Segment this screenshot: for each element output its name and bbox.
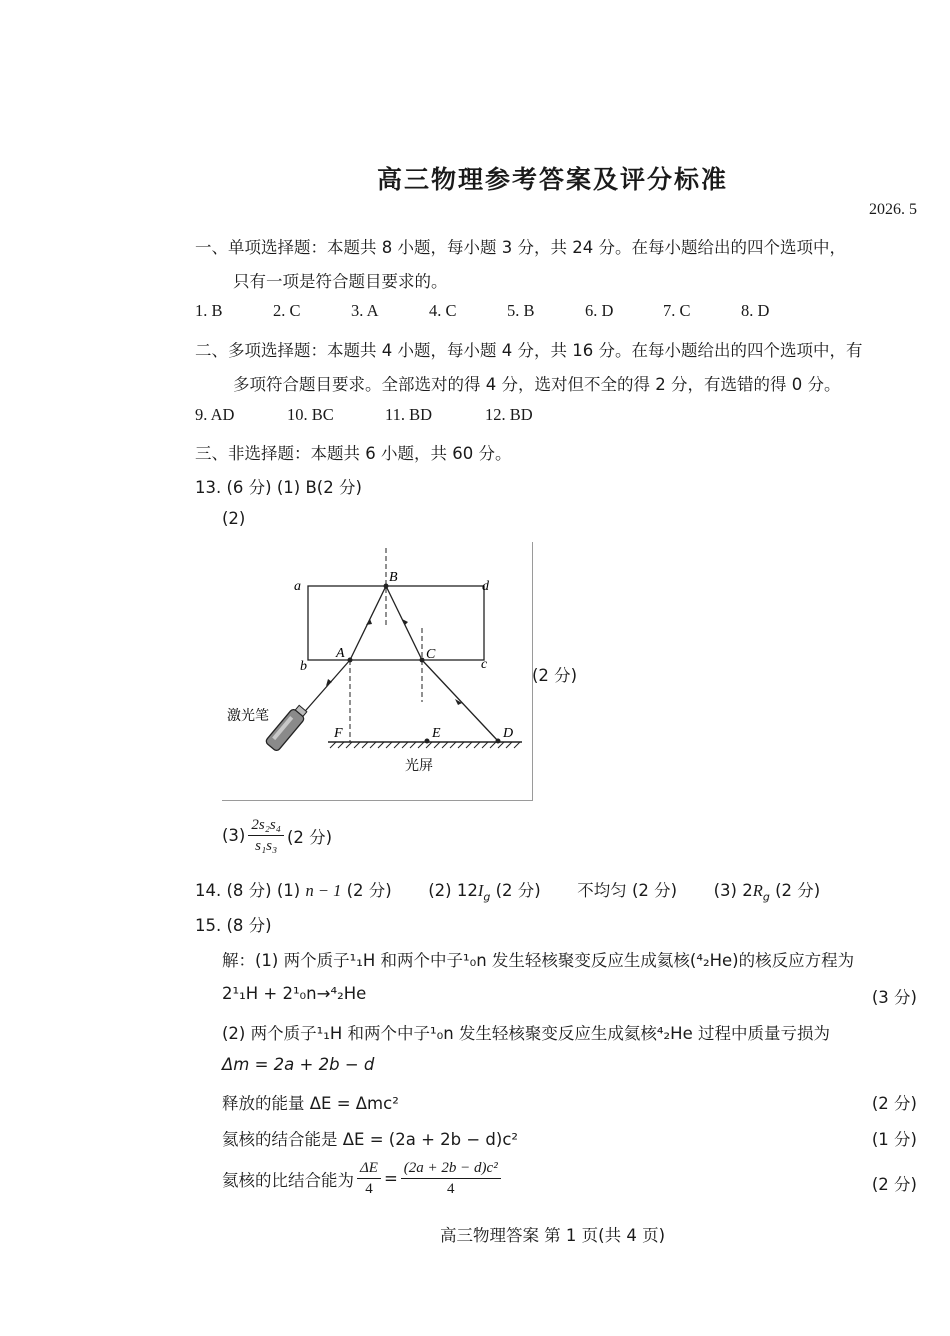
q15-binding-energy: 氦核的结合能是 ΔE = (2a + 2b − d)c² xyxy=(222,1130,519,1149)
q14-part3-score: (2 分) xyxy=(775,881,821,900)
q14-Rg: R xyxy=(752,881,763,900)
q15-specific-binding-score: (2 分) xyxy=(871,1175,917,1194)
q15-energy-score: (2 分) xyxy=(871,1094,917,1113)
label-c: c xyxy=(481,657,488,672)
label-a: a xyxy=(294,579,301,594)
arrow-head xyxy=(326,679,332,686)
answer-item: 11. BD xyxy=(385,405,433,424)
fraction-numerator: ΔE xyxy=(357,1158,381,1179)
figure-score: (2 分) xyxy=(532,666,578,685)
q14-Ig-sub: g xyxy=(483,890,491,904)
answer-item: 3. A xyxy=(351,301,379,320)
fraction-deltaE-over-4 xyxy=(357,1158,381,1199)
q15-specific-binding xyxy=(222,1158,504,1199)
fraction-numerator: (2a + 2b − d)c² xyxy=(401,1158,501,1179)
q14-nonuniform: 不均匀 (2 分) xyxy=(577,881,678,900)
section1-heading: 一、单项选择题：本题共 8 小题，每小题 3 分，共 24 分。在每小题给出的四个选项中， xyxy=(195,238,846,257)
q15-line3: (2) 两个质子¹₁H 和两个中子¹₀n 发生轻核聚变反应生成氦核⁴₂He 过程中质量亏损为 xyxy=(222,1024,830,1043)
page-title: 高三物理参考答案及评分标准 xyxy=(376,165,728,194)
specific-binding-label: 氦核的比结合能为 xyxy=(222,1170,354,1190)
part3-fraction xyxy=(248,815,284,856)
q13-part3 xyxy=(222,815,332,856)
label-D: D xyxy=(503,726,514,741)
label-E: E xyxy=(432,726,441,741)
part3-label: (3) xyxy=(222,826,246,845)
answer-item: 2. C xyxy=(273,301,301,320)
answer-item: 4. C xyxy=(429,301,457,320)
label-B: B xyxy=(389,570,398,585)
section1-heading-cont: 只有一项是符合题目要求的。 xyxy=(233,272,448,291)
q14-part1-score: (2 分) xyxy=(346,881,392,900)
q15-equation-score: (3 分) xyxy=(871,988,917,1007)
q15-header: 15. (8 分) xyxy=(195,916,272,935)
part3-score: (2 分) xyxy=(286,827,333,847)
fraction-denominator: 4 xyxy=(365,1181,373,1197)
answer-item: 5. B xyxy=(507,301,535,320)
fraction-denominator: 4 xyxy=(446,1181,455,1197)
label-d: d xyxy=(482,579,489,594)
q15-line1: 解：(1) 两个质子¹₁H 和两个中子¹₀n 发生轻核聚变反应生成氦核(⁴₂He)的核反应方程为 xyxy=(222,951,855,970)
optics-diagram xyxy=(222,542,532,800)
answer-item: 9. AD xyxy=(195,405,235,424)
label-laser: 激光笔 xyxy=(227,708,269,724)
ray-laser-A xyxy=(300,660,350,717)
q14-part1-label: 14. (8 分) (1) xyxy=(195,881,301,900)
laser-pen xyxy=(265,703,309,752)
point-B xyxy=(384,584,389,589)
q14-line xyxy=(195,877,820,903)
optics-figure xyxy=(222,542,533,801)
q14-Ig: I xyxy=(477,881,484,900)
q15-mass-defect: Δm = 2a + 2b − d xyxy=(222,1055,375,1074)
q15-binding-energy-score: (1 分) xyxy=(871,1130,917,1149)
section2-heading: 二、多项选择题：本题共 4 小题，每小题 4 分，共 16 分。在每小题给出的四个选项中，有 xyxy=(195,341,863,360)
label-A: A xyxy=(336,646,345,661)
point-C xyxy=(420,658,425,663)
label-C: C xyxy=(426,647,436,662)
answer-item: 12. BD xyxy=(485,405,533,424)
date: 2026. 5 xyxy=(869,201,917,218)
glass-block xyxy=(308,586,484,660)
answer-item: 10. BC xyxy=(287,405,334,424)
q13-part2-label: (2) xyxy=(222,509,246,528)
label-F: F xyxy=(334,726,343,741)
fraction-denominator: s₁s₃ xyxy=(255,838,278,854)
screen-hatching xyxy=(330,742,520,748)
answer-item: 8. D xyxy=(741,301,770,320)
equals-sign: = xyxy=(383,1169,398,1188)
q15-energy: 释放的能量 ΔE = Δmc² xyxy=(222,1094,399,1113)
answer-item: 1. B xyxy=(195,301,223,320)
q15-equation: 2¹₁H + 2¹₀n→⁴₂He xyxy=(222,984,367,1003)
fraction-binding-over-4 xyxy=(401,1158,501,1199)
q14-Rg-sub: g xyxy=(762,890,770,904)
section2-heading-cont: 多项符合题目要求。全部选对的得 4 分，选对但不全的得 2 分，有选错的得 0 分。 xyxy=(233,375,841,394)
section3-heading: 三、非选择题：本题共 6 小题，共 60 分。 xyxy=(195,444,512,463)
q14-part2-score: (2 分) xyxy=(495,881,541,900)
section1-answers xyxy=(195,301,769,321)
label-b: b xyxy=(300,659,307,674)
answer-item: 7. C xyxy=(663,301,691,320)
q13-header: 13. (6 分) (1) B(2 分) xyxy=(195,478,362,497)
fraction-numerator: 2s₂s₄ xyxy=(248,815,284,836)
label-screen: 光屏 xyxy=(405,758,433,774)
point-A xyxy=(348,658,353,663)
page-footer: 高三物理答案 第 1 页(共 4 页) xyxy=(439,1226,666,1245)
q14-part3-label: (3) 2 xyxy=(713,881,753,900)
section2-answers xyxy=(195,405,533,425)
q14-part1-answer: n − 1 xyxy=(305,881,342,900)
answer-item: 6. D xyxy=(585,301,614,320)
q14-part2-label: (2) 12 xyxy=(428,881,478,900)
